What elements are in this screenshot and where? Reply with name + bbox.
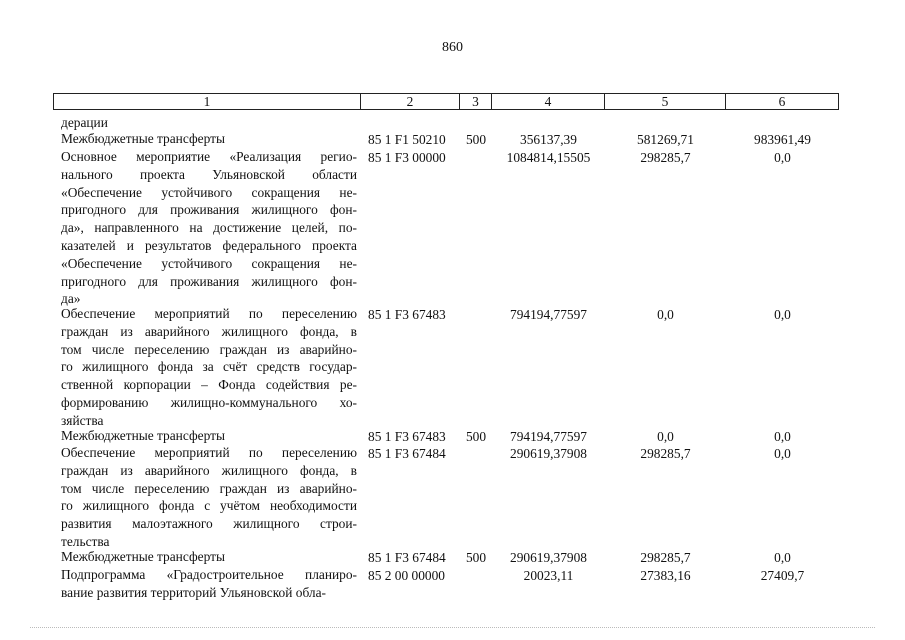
row-v2-cell: 0,0 [657,429,674,444]
row-name [61,566,357,602]
row-name-line: развития малоэтажного жилищного строи- [61,516,357,532]
row-name-line: да» [61,291,81,307]
row-name-line: вание развития территорий Ульяновской обла- [61,584,327,600]
row-name [61,148,357,308]
row-v1-cell: 290619,37908 [510,446,587,461]
row-name-line: формированию жилищно-коммунального хо- [61,394,357,410]
row-v1-cell: 290619,37908 [510,550,587,565]
row-v1-cell: 20023,11 [523,568,574,583]
row-name-line: Подпрограмма «Градостроительное планиро- [61,567,357,582]
row-name-line: том числе переселению граждан из аварийно- [61,341,357,357]
row-name-line: Обеспечение мероприятий по переселению [61,306,357,321]
row-name-line: пригодного для проживания жилищного фон- [61,202,357,218]
row-v1-cell: 356137,39 [520,132,577,147]
row-name-line: «Обеспечение устойчивого сокращения не- [61,184,357,200]
row-name-line: го жилищного фонда с учётом необходимости [61,498,357,514]
row-name-line: Обеспечение мероприятий по переселению [61,445,357,460]
row-v3-cell: 0,0 [774,307,791,322]
row-name [61,130,357,148]
row-v2-cell: 27383,16 [640,568,691,583]
row-code-cell: 85 1 F1 50210 [368,132,446,147]
row-code-cell: 85 1 F3 67484 [368,550,446,565]
header-col-1: 1 [203,94,211,109]
row-v3-cell: 27409,7 [760,568,805,583]
row-name-line: Межбюджетные трансферты [61,549,225,564]
row-name [61,427,357,445]
header-col-6: 6 [725,94,838,109]
row-type-cell: 500 [465,132,487,147]
row-v3-cell: 0,0 [774,150,791,165]
row-v3-cell: 0,0 [774,550,791,565]
row-code-cell: 85 2 00 00000 [368,568,445,583]
row-code-cell: 85 1 F3 00000 [368,150,446,165]
row-v3-cell: 983961,49 [754,132,811,147]
row-name-line: граждан из аварийного жилищного фонда, в [61,323,357,339]
row-v2-cell: 298285,7 [640,446,691,461]
row-name-line: Основное мероприятие «Реализация регио- [61,149,357,164]
header-col-5: 5 [604,94,725,109]
row-name-line: нального проекта Ульяновской области [61,166,357,182]
header-col-2: 2 [360,94,459,109]
page-number: 860 [442,40,463,55]
row-name-line: Межбюджетные трансферты [61,131,225,146]
row-v2-cell: 581269,71 [637,132,694,147]
scan-edge-line [30,627,875,629]
row-name-line: Межбюджетные трансферты [61,428,225,443]
row-name [61,548,357,566]
row-name [61,305,357,430]
row-v1-cell: 794194,77597 [510,307,587,322]
header-col-4: 4 [491,94,604,109]
row-name-line: ственной корпорации – Фонда содействия ре- [61,377,357,393]
row-name-line: казателей и результатов федерального проекта [61,237,357,253]
row-v1-cell: 794194,77597 [510,429,587,444]
row-name-line: зяйства [61,412,104,428]
row-name-line: «Обеспечение устойчивого сокращения не- [61,255,357,271]
row-v1-cell: 1084814,15505 [506,150,591,165]
row-name-line: том числе переселению граждан из аварийно- [61,480,357,496]
row-name [61,444,357,551]
row-name-line: да», направленного на достижение целей, по- [61,220,357,236]
row-v3-cell: 0,0 [774,446,791,461]
row-type-cell: 500 [465,429,487,444]
row-name-line: граждан из аварийного жилищного фонда, в [61,462,357,478]
row-code-cell: 85 1 F3 67483 [368,307,446,322]
row-name-line: дерации [61,115,108,130]
header-col-3: 3 [459,94,491,109]
row-code-cell: 85 1 F3 67483 [368,429,446,444]
table-header [53,93,839,110]
row-code-cell: 85 1 F3 67484 [368,446,446,461]
row-name-line: го жилищного фонда за счёт средств государ- [61,359,357,375]
row-name-line: тельства [61,533,110,549]
row-v2-cell: 0,0 [657,307,674,322]
row-v2-cell: 298285,7 [640,550,691,565]
row-type-cell: 500 [465,550,487,565]
row-v3-cell: 0,0 [774,429,791,444]
row-v2-cell: 298285,7 [640,150,691,165]
row-name-line: пригодного для проживания жилищного фон- [61,273,357,289]
